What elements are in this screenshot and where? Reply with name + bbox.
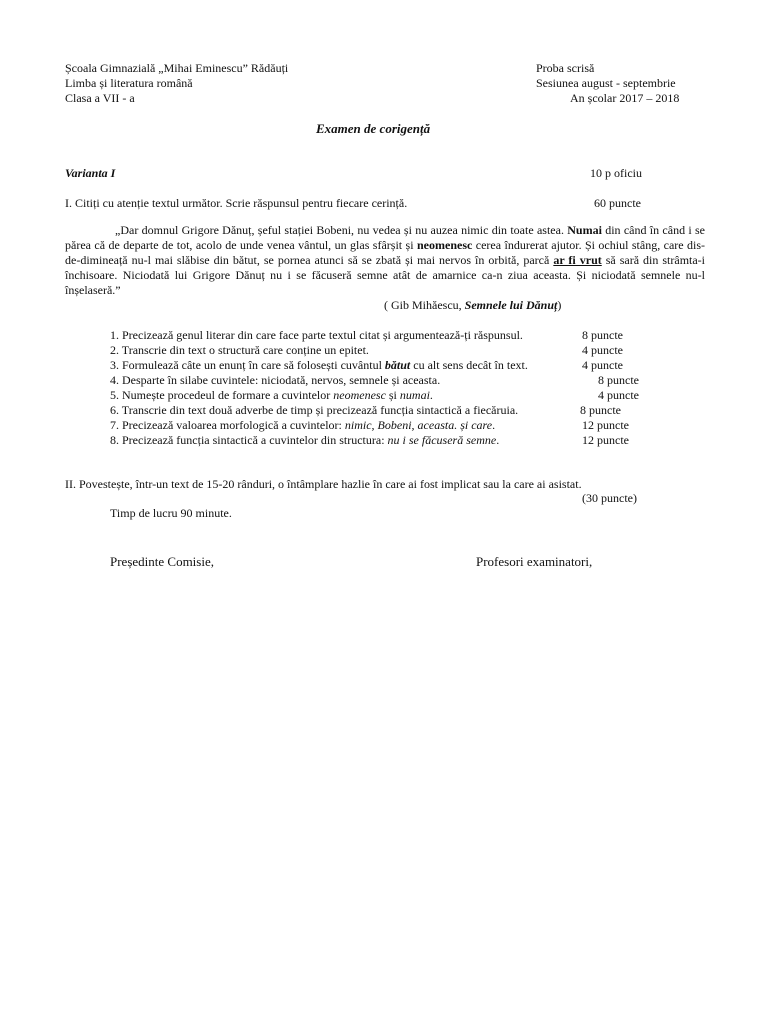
text-segment: din când în când i se părea că de departe de tot, acolo de unde venea vântul, un glas sfârșit și — [65, 223, 705, 252]
source-author: ( Gib Mihăescu, — [384, 298, 462, 312]
question-points-3: 4 puncte — [582, 358, 623, 372]
question-item-1: 1. Precizează genul literar din care face parte textul citat și argumentează-ți răspunsul. — [110, 328, 523, 342]
quoted-text — [65, 223, 705, 298]
examiners-signature-label: Profesori examinatori, — [476, 554, 593, 569]
question-points-1: 8 puncte — [582, 328, 623, 342]
text-segment: să sară din strâmta-i închisoare. Niciodată lui Grigore Dănuț nu i se făcuseră semne atât de amarnice ca-n ziua aceasta. Și niciodată semnele nu-l înșelaseră.” — [65, 253, 706, 297]
question-points-2: 4 puncte — [582, 343, 623, 357]
question-item-2: 2. Transcrie din text o structură care conține un epitet. — [110, 343, 369, 357]
school-name: Școala Gimnazială „Mihai Eminescu” Rădăuți — [65, 61, 289, 75]
part1-instruction: I. Citiți cu atenție textul următor. Scrie răspunsul pentru fiecare cerință. — [65, 196, 408, 210]
question-item-7 — [110, 418, 495, 433]
question-points-5: 4 puncte — [598, 388, 639, 402]
item-text: . — [492, 418, 496, 432]
item-text: . — [496, 433, 500, 447]
item-text: cu alt sens decât în text. — [410, 358, 528, 372]
school-year: An școlar 2017 – 2018 — [570, 91, 680, 105]
part2-points: (30 puncte) — [582, 491, 637, 505]
question-points-6: 8 puncte — [580, 403, 621, 417]
question-item-6: 6. Transcrie din text două adverbe de timp și precizează funcția sintactică a fiecăruia. — [110, 403, 519, 417]
variant-label: Varianta I — [65, 166, 116, 180]
text-word-neomenesc: neomenesc — [417, 238, 473, 252]
item-keywords: nimic, Bobeni, aceasta. și care — [344, 418, 493, 432]
part1-points: 60 puncte — [594, 196, 641, 210]
page-title: Examen de corigență — [316, 121, 431, 136]
text-segment: cerea îndurerat ajutor. Și ochiul stâng, care dis-de-dimineață nu-l mai slăbise din bătut, se pornea atunci să se zbată și mai nervos în orbită, parcă — [65, 238, 706, 267]
question-item-8 — [110, 433, 499, 448]
item-keywords: nu i se făcuseră semne — [387, 433, 497, 447]
class-label: Clasa a VII - a — [65, 91, 135, 105]
exam-type: Proba scrisă — [536, 61, 595, 75]
item-text: 3. Formulează câte un enunț în care să folosești cuvântul — [110, 358, 385, 372]
text-word-ar-fi-vrut: ar fi vrut — [553, 253, 602, 267]
text-segment: „Dar domnul Grigore Dănuț, șeful stației Bobeni, nu vedea și nu auzea nimic din toate astea. — [115, 223, 564, 237]
question-item-3 — [110, 358, 528, 373]
item-text: . — [429, 388, 433, 402]
text-word-numai: Numai — [567, 223, 602, 237]
office-points: 10 p oficiu — [590, 166, 642, 180]
item-keyword: neomenesc — [333, 388, 386, 402]
question-points-8: 12 puncte — [582, 433, 629, 447]
question-item-5 — [110, 388, 433, 403]
item-text: 8. Precizează funcția sintactică a cuvintelor din structura: — [110, 433, 388, 447]
source-close: ) — [557, 298, 562, 312]
item-keyword: bătut — [384, 358, 411, 372]
item-text: 7. Precizează valoarea morfologică a cuvintelor: — [110, 418, 345, 432]
question-item-4: 4. Desparte în silabe cuvintele: niciodată, nervos, semnele și aceasta. — [110, 373, 441, 387]
time-limit: Timp de lucru 90 minute. — [110, 506, 232, 520]
question-points-4: 8 puncte — [598, 373, 639, 387]
item-text: și — [385, 388, 400, 402]
session-label: Sesiunea august - septembrie — [536, 76, 676, 90]
source-title: Semnele lui Dănuț — [464, 298, 558, 312]
question-points-7: 12 puncte — [582, 418, 629, 432]
part2-instruction: II. Povestește, într-un text de 15-20 rânduri, o întâmplare hazlie în care ai fost implicat sau la care ai asistat. — [65, 477, 582, 491]
text-source — [384, 298, 561, 313]
item-text: 5. Numește procedeul de formare a cuvintelor — [110, 388, 334, 402]
subject-name: Limba și literatura română — [65, 76, 193, 90]
item-keyword: numai — [399, 388, 430, 402]
president-signature-label: Președinte Comisie, — [110, 554, 214, 569]
